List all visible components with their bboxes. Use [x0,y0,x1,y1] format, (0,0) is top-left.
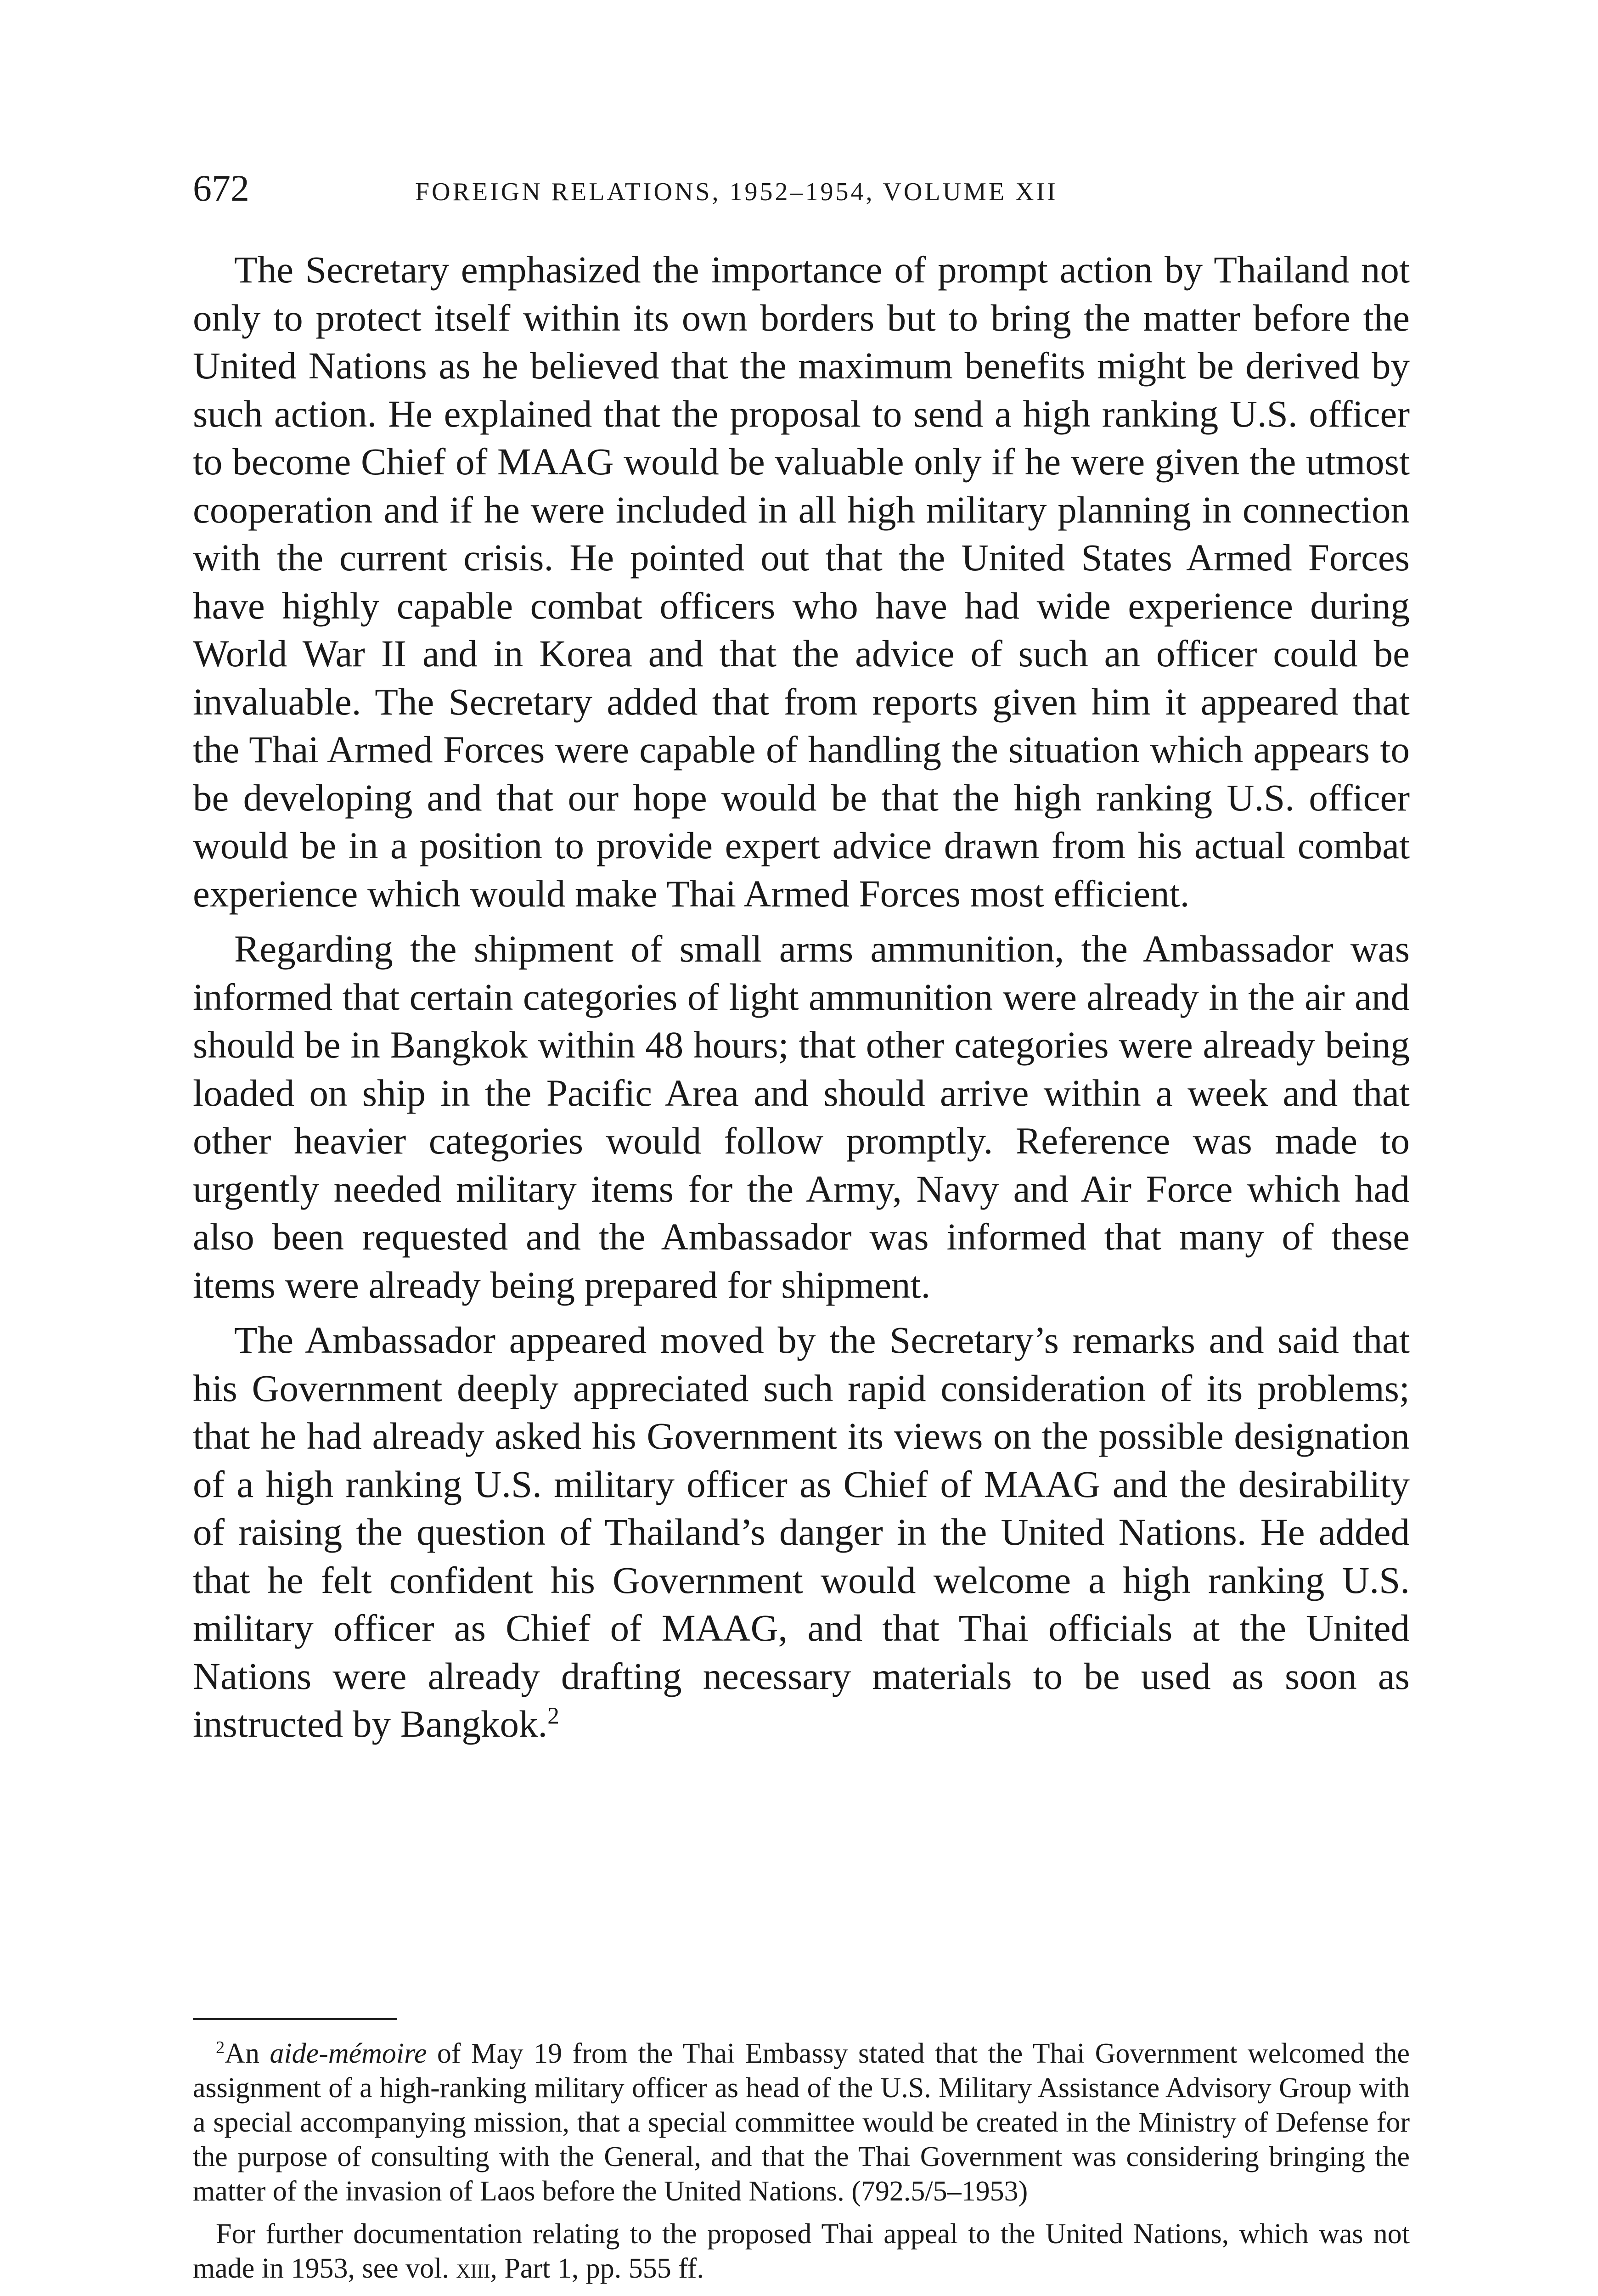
body-paragraph-3-text: The Ambassador appeared moved by the Secretary’s remarks and said that his Government deeply appreciated such rapid consideration of its problems; that he had already asked his Government its views on the possible designation of a high ranking U.S. military officer as Chief of MAAG and the desirability of raising the question of Thailand’s danger in the United Nations. He added that he felt confident his Government would welcome a high ranking U.S. military officer as Chief of MAAG, and that Thai officials at the United Nations were already drafting necessary materials to be used as soon as instructed by Bangkok. [193,1319,1410,1745]
running-header [193,163,1410,214]
footnote-2-cont-text-b: , Part 1, pp. 555 ff. [490,2253,704,2284]
footnote-reference-2[interactable]: 2 [547,1703,559,1729]
running-title: FOREIGN RELATIONS, 1952–1954, VOLUME XII [415,178,1058,206]
page-number: 672 [193,167,249,209]
footnote-2-volume-numeral: xiii [456,2253,490,2284]
body-paragraph-3 [193,1316,1410,1748]
footnote-marker: 2 [216,2037,225,2057]
footnotes [193,2037,1410,2286]
body-text [193,246,1410,1748]
body-paragraph-2: Regarding the shipment of small arms ammunition, the Ambassador was informed that certain categories of light ammunition were already in the air and should be in Bangkok within 48 hours; that other categories were already being loaded on ship in the Pacific Area and should arrive within a week and that other heavier categories would follow promptly. Reference was made to urgently needed military items for the Army, Navy and Air Force which had also been requested and the Ambassador was informed that many of these items were already being prepared for shipment. [193,928,1410,1306]
footnote-2-cont-text-a: For further documentation relating to the proposed Thai appeal to the United Nations, which was not made in 1953, see vol. [193,2218,1410,2284]
footnote-2-continuation [193,2217,1410,2286]
footnote-2-italic-term: aide-mémoire [270,2038,427,2069]
footnote-divider [193,2018,397,2020]
footnote-2-text: of May 19 from the Thai Embassy stated that the Thai Government welcomed the assignment of a high-ranking military officer as head of the U.S. Military Assistance Advisory Group with a special accompanying mission, that a special committee would be created in the Ministry of Defense for the purpose of consulting with the General, and that the Thai Government was considering bringing the matter of the invasion of Laos before the United Nations. (792.5/5–1953) [193,2038,1410,2207]
footnote-2 [193,2037,1410,2209]
body-paragraph-1: The Secretary emphasized the importance of prompt action by Thailand not only to protect itself within its own borders but to bring the matter before the United Nations as he believed that the maximum benefits might be derived by such action. He explained that the proposal to send a high ranking U.S. officer to become Chief of MAAG would be valuable only if he were given the utmost cooperation and if he were included in all high military planning in connection with the current crisis. He pointed out that the United States Armed Forces have highly capable combat officers who have had wide experience during World War II and in Korea and that the advice of such an officer could be invaluable. The Secretary added that from reports given him it appeared that the Thai Armed Forces were capable of handling the situation which appears to be developing and that our hope would be that the high ranking U.S. officer would be in a position to provide expert advice drawn from his actual combat experience which would make Thai Armed Forces most efficient. [193,248,1410,915]
footnote-2-lead: An [225,2038,270,2069]
